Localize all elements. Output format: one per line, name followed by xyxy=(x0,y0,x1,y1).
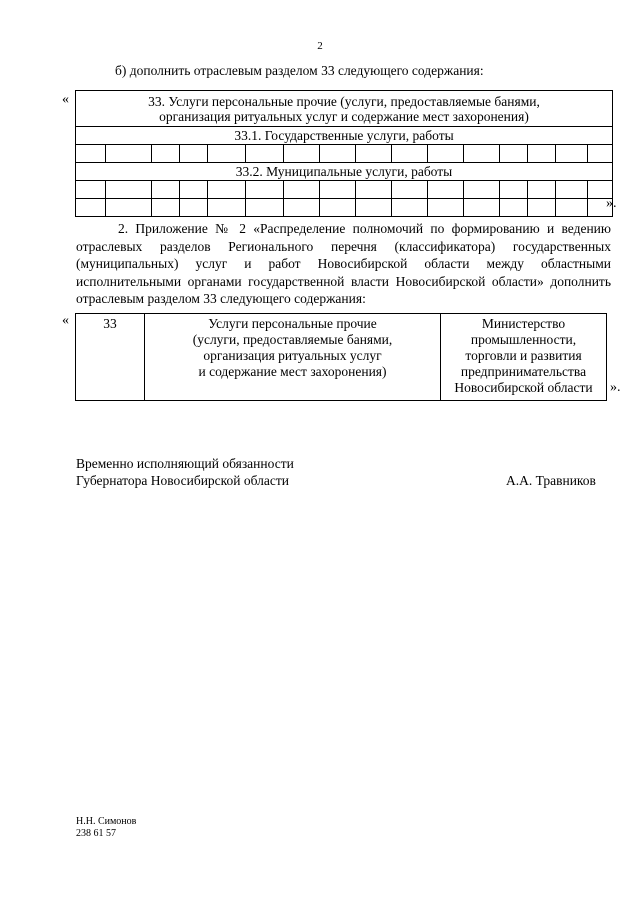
ministry-line: Министерство xyxy=(481,316,566,331)
section-heading-line-2: организация ритуальных услуг и содержание мест захоронения) xyxy=(159,108,529,124)
service-name-line: организация ритуальных услуг xyxy=(203,348,382,363)
table-row xyxy=(76,145,613,163)
close-quote-1: ». xyxy=(606,196,617,211)
table-row xyxy=(76,314,607,401)
service-name-line: и содержание мест захоронения) xyxy=(198,364,387,379)
subsection-state: 33.1. Государственные услуги, работы xyxy=(76,127,613,145)
close-quote-2: ». xyxy=(610,380,621,395)
ministry-line: промышленности, xyxy=(470,332,577,347)
services-table xyxy=(75,90,613,217)
signatory-position xyxy=(76,455,294,489)
footer-phone: 238 61 57 xyxy=(76,828,116,839)
ministry-line: предпринимательства xyxy=(460,364,587,379)
section-code: 33 xyxy=(76,314,145,401)
ministry-line: торговли и развития xyxy=(465,348,582,363)
page-number: 2 xyxy=(317,40,323,52)
footer-author: Н.Н. Симонов xyxy=(76,816,137,827)
distribution-table xyxy=(75,313,607,401)
signatory-name: А.А. Травников xyxy=(506,473,596,488)
open-quote-1: « xyxy=(62,92,69,107)
section-heading-line-1: 33. Услуги персональные прочие (услуги, предоставляемые банями, xyxy=(148,93,540,109)
service-name-line: (услуги, предоставляемые банями, xyxy=(192,332,393,347)
ministry-cell xyxy=(441,314,607,401)
ministry-line: Новосибирской области xyxy=(454,380,593,395)
table-row xyxy=(76,199,613,217)
service-name-cell xyxy=(145,314,441,401)
position-line-2: Губернатора Новосибирской области xyxy=(76,473,290,488)
position-line-1: Временно исполняющий обязанности xyxy=(76,456,294,471)
intro-paragraph: б) дополнить отраслевым разделом 33 следующего содержания: xyxy=(115,63,484,78)
subsection-municipal: 33.2. Муниципальные услуги, работы xyxy=(76,163,613,181)
table-row xyxy=(76,181,613,199)
service-name-line: Услуги персональные прочие xyxy=(208,316,377,331)
open-quote-2: « xyxy=(62,313,69,328)
section-heading xyxy=(76,91,613,127)
footer-contact xyxy=(76,816,136,840)
paragraph-2: 2. Приложение № 2 «Распределение полномочий по формированию и ведению отраслевых разделов Регионального перечня (классификатора) государственных (муниципальных) услуг и работ Новосибирской области между областными исполнительными органами государственной власти Новосибирской области» дополнить отраслевым разделом 33 следующего содержания: xyxy=(76,221,611,306)
